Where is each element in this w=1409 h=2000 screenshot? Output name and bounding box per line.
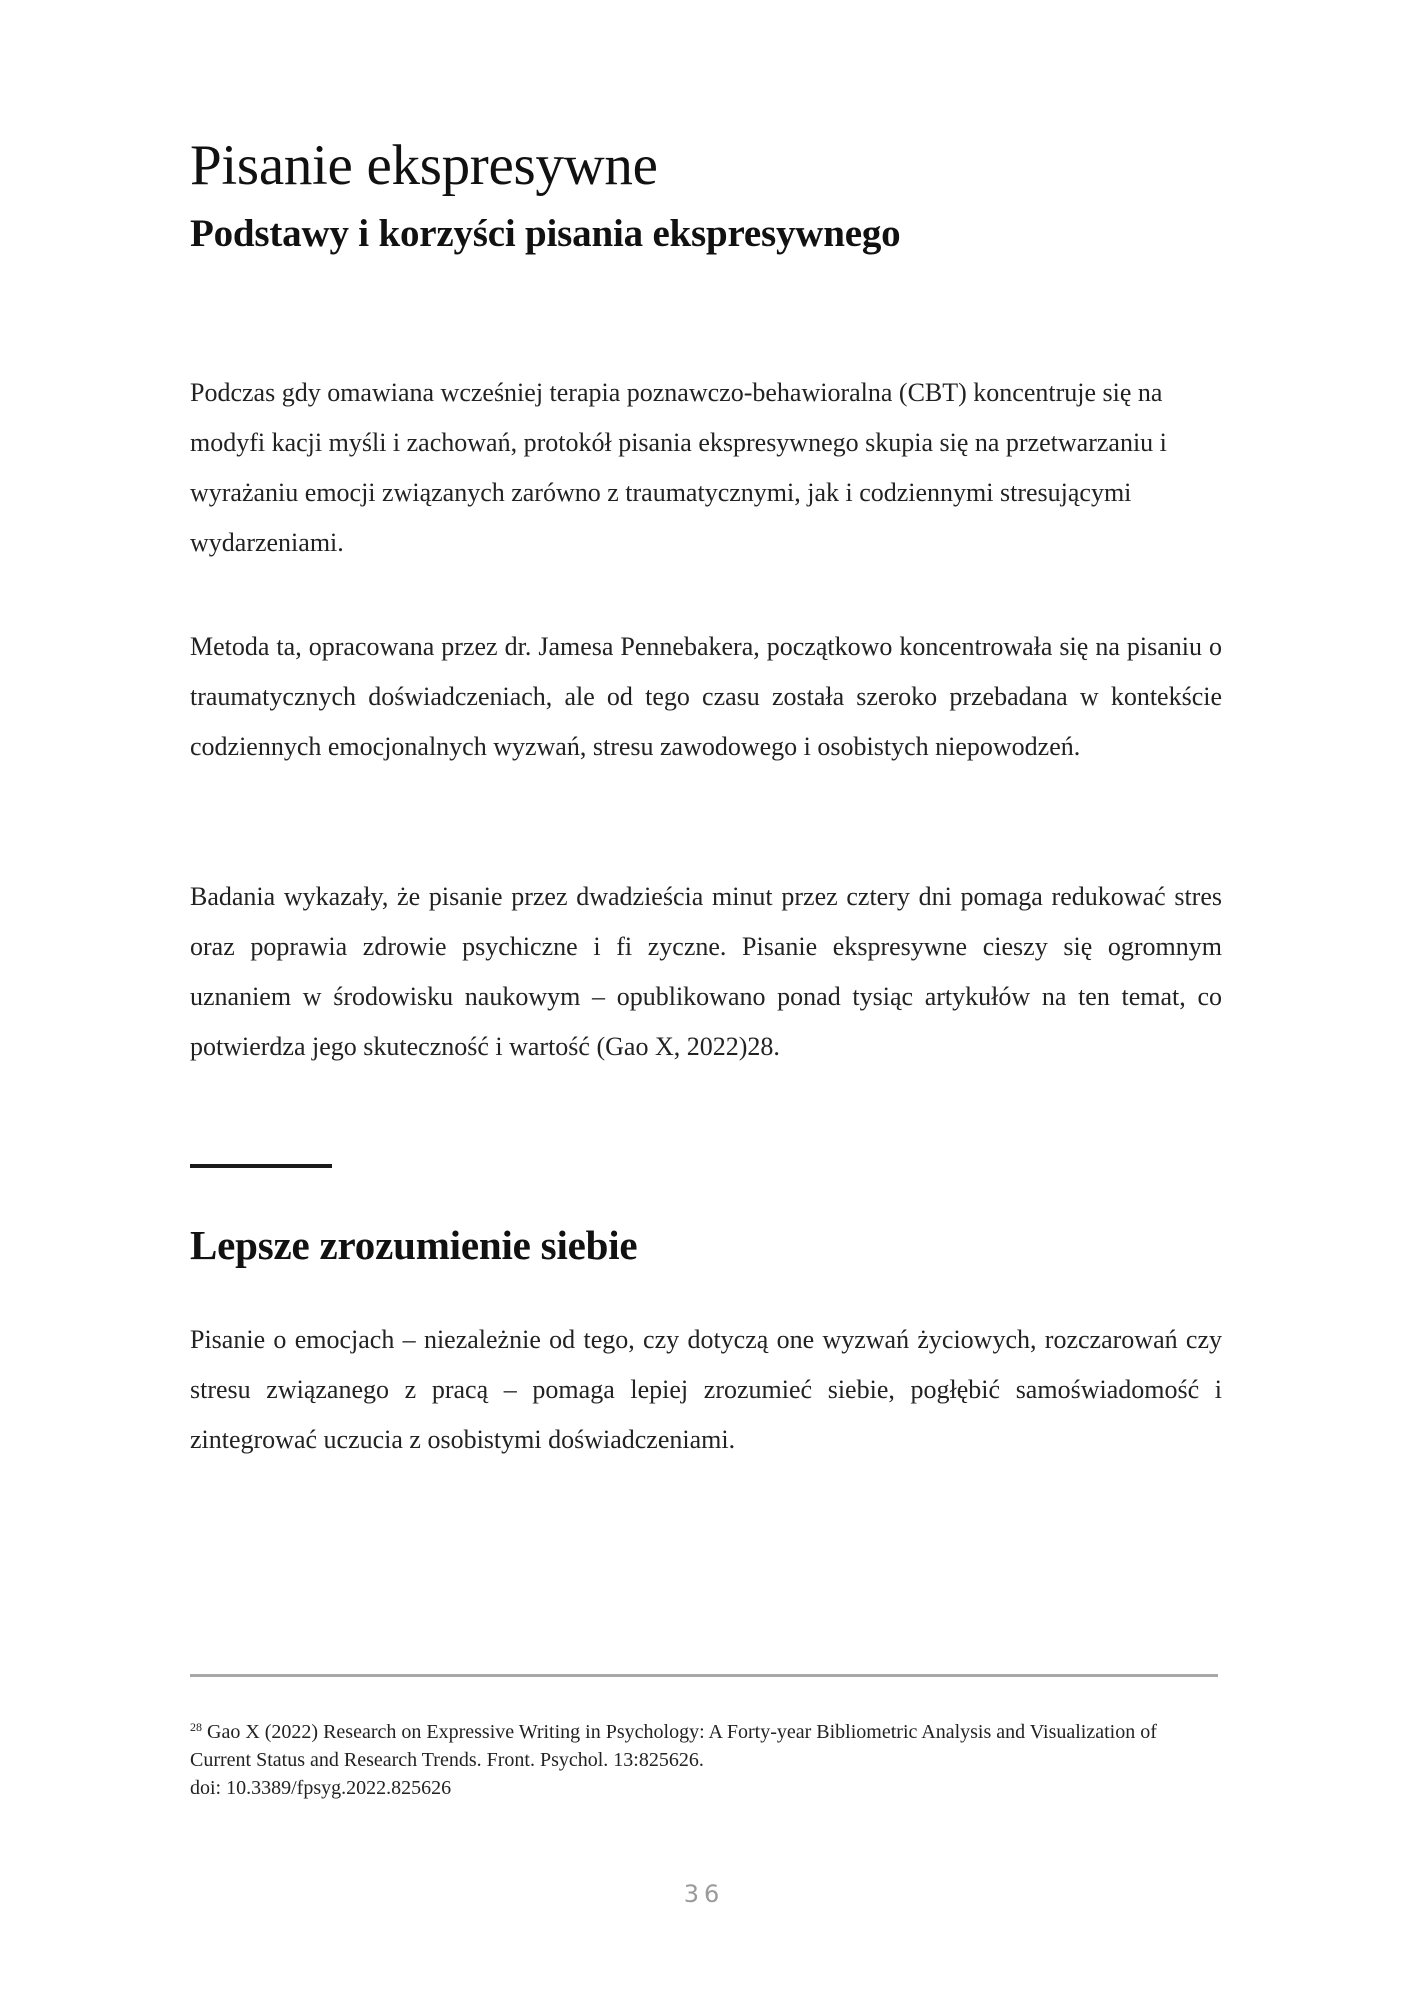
page-subtitle: Podstawy i korzyści pisania ekspresywnego (190, 212, 901, 255)
page-number: 36 (683, 1880, 725, 1908)
footnote-divider (190, 1674, 1218, 1677)
body-paragraph: Badania wykazały, że pisanie przez dwadzieścia minut przez cztery dni pomaga redukować stres oraz poprawia zdrowie psychiczne i fi zyczne. Pisanie ekspresywne cieszy się ogromnym uznaniem w środowisku naukowym – opublikowano ponad tysiąc artykułów na ten temat, co potwierdza jego skuteczność i wartość (Gao X, 2022)28. (190, 882, 1222, 1061)
footnote-text: Gao X (2022) Research on Expressive Writing in Psychology: A Forty-year Bibliometric Analysis and Visualization of Current Status and Research Trends. Front. Psychol. 13:825626. (190, 1721, 1157, 1771)
footnote-marker: 28 (190, 1720, 202, 1734)
body-paragraph: Podczas gdy omawiana wcześniej terapia poznawczo-behawioralna (CBT) koncentruje się na modyfi kacji myśli i zachowań, protokół pisania ekspresywnego skupia się na przetwarzaniu i wyrażaniu emocji związanych zarówno z traumatycznymi, jak i codziennymi stresującymi wydarzeniami. (190, 378, 1167, 557)
section-paragraph: Pisanie o emocjach – niezależnie od tego, czy dotyczą one wyzwań życiowych, rozczarowań czy stresu związanego z pracą – pomaga lepiej zrozumieć siebie, pogłębić samoświadomość i zintegrować uczucia z osobistymi doświadczeniami. (190, 1325, 1222, 1454)
page-title: Pisanie ekspresywne (190, 134, 658, 197)
section-divider (190, 1164, 332, 1168)
footnote (190, 1718, 1222, 1802)
body-paragraph: Metoda ta, opracowana przez dr. Jamesa Pennebakera, początkowo koncentrowała się na pisaniu o traumatycznych doświadczeniach, ale od tego czasu została szeroko przebadana w kontekście codziennych emocjonalnych wyzwań, stresu zawodowego i osobistych niepowodzeń. (190, 632, 1222, 761)
section-heading: Lepsze zrozumienie siebie (190, 1222, 638, 1268)
document-page (190, 0, 1222, 2000)
footnote-doi: doi: 10.3389/fpsyg.2022.825626 (190, 1777, 452, 1799)
